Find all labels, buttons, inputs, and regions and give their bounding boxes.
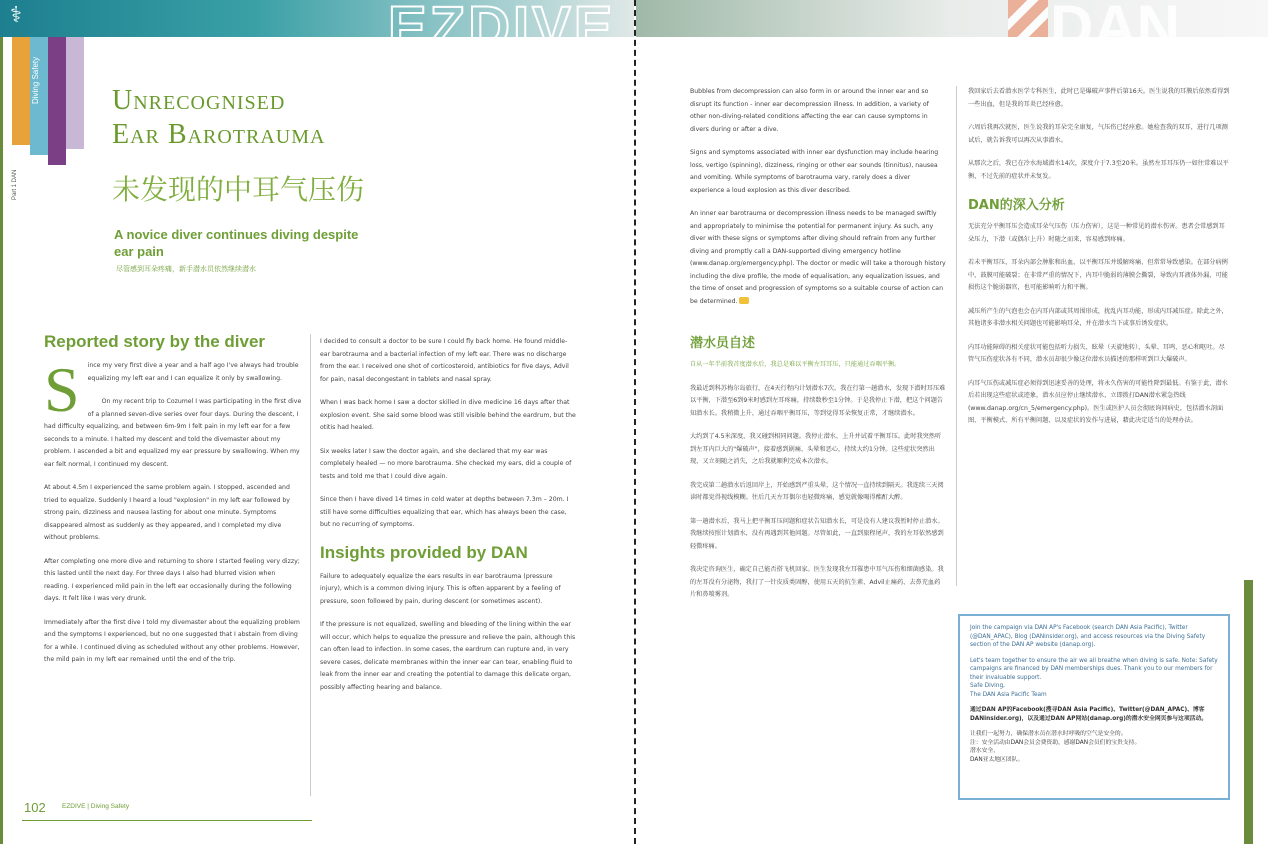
section-heading-insights: Insights provided by DAN [320, 542, 528, 562]
article-subtitle-cn: 尽管感到耳朵疼痛，新手潜水员依然继续潜水 [116, 265, 256, 273]
column-story-en [44, 332, 302, 678]
paragraph: On my recent trip to Cozumel I was participating in the first dive of a planned seven-dive series over four days. During the descent, I had difficulty equalizing, and between 6m-9m I felt pain in my left ear for a few seconds to a minute. I halted my descent and told the divemaster about my problem. I ascended a bit and equalized my ear pressure by swallowing. When my ear felt normal, I continued my descent. [44, 398, 302, 468]
article-subtitle-en: A novice diver continues diving despite ear pain [114, 227, 359, 259]
end-mark-icon [739, 297, 749, 304]
page-number: 102 [24, 800, 46, 815]
ribbon-orange [12, 37, 30, 145]
paragraph: 若未平衡耳压，耳朵内部会肿胀和出血，以平衡耳压并缓解疼痛，但常常导致感染。在部分病例中，鼓膜可能破裂；在非常严重的情况下，内耳中脆弱的薄膜会撕裂，导致内耳液体外漏，可能损伤这个脆弱器官，也可能影响听力和平衡。 [968, 259, 1228, 291]
paragraph: 无法充分平衡耳压会造成耳朵气压伤（压力伤害），这是一种常见的潜水伤害。患者会常感到耳朵压力，下潜（或偶尔上升）时随之而来，容易感到疼痛。 [968, 223, 1225, 243]
diver-flippers-icon: ⚕ [10, 2, 22, 27]
page-edge-bar-right [1244, 580, 1253, 844]
ribbon-purple [48, 37, 66, 165]
paragraph: At about 4.5m I experienced the same problem again. I stopped, ascended and tried to equalize. Suddenly I heard a loud "explosion" in my left ear followed by strong pain, dizziness and nausea lasting for about one minute. Symptoms disappeared almost as suddenly as they appeared, and I completed my dive without problems. [44, 484, 290, 541]
drop-cap: S [44, 354, 80, 425]
title-line-1: Unrecognised [112, 85, 286, 116]
paragraph: After completing one more dive and returning to shore I started feeling very dizzy; this lasted until the next day. For three days I also had blurred vision when reading. I experienced mild pain in the left ear occasionally during the following days. It felt like I was very drunk. [44, 557, 300, 602]
paragraph: 我决定咨询医生，确定自己能否搭飞机回家。医生发现我左耳罹患中耳气压伤和细菌感染。我的左耳没有分泌物，我打了一针皮质类固醇，使用五天的抗生素、Advil止痛药、去鼻充血药片和鼻喷雾剂。 [690, 566, 944, 598]
campaign-text-line: Safe Diving, [970, 683, 1005, 689]
article-title-en [112, 84, 442, 152]
campaign-text-line: Let's team together to ensure the air we all breathe when diving is safe. Note: Safety campaigns are financed by DAN memberships dues. Thank you to our members for their invaluable support. [970, 657, 1218, 681]
column-story-en-2 [320, 336, 576, 705]
section-heading-story: Reported story by the diver [44, 332, 266, 351]
section-part-label: Part 1 DAN [12, 169, 18, 200]
page-edge-bar [0, 37, 3, 844]
paragraph: I decided to consult a doctor to be sure I could fly back home. He found middle-ear barotrauma and a bacterial infection of my left ear. There was no discharge from the ear. I received one shot of corticosteroid, antibiotics for five days, Advil for pain, nasal decongestant in tablets and nasal spray. [320, 338, 569, 383]
paragraph-text: An inner ear barotrauma or decompression illness needs to be managed swiftly and appropriately to minimise the potential for permanent injury. As such, any diver with these signs or symptoms after diving should refrain from any further diving and promptly call a DAN-supported diving emergency hotline (www.danap.org/emergency.php). The doctor or medic will take a thorough history including the dive profile, the mode of equalisation, any equalization issues, and the time of onset and progression of symptoms so a suitable course of action can be determined. [690, 210, 946, 305]
paragraph: 大约到了4.5米深度，我又碰到相同问题。我停止潜水，上升并试着平衡耳压。此时我突然听到左耳内巨大的"爆破声"，接着感到剧痛、头晕和恶心，持续大约1分钟。这些症状突然出现，又立刻随之消失，之后我就顺利完成本次潜水。 [690, 433, 942, 465]
paragraph [44, 354, 302, 425]
paragraph: 六周后我再次就医，医生说我的耳朵完全康复，气压伤已经痊愈。她检查我的双耳，进行几项测试后，就告诉我可以再次从事潜水。 [968, 124, 1228, 144]
magazine-logo: EZDIVE [388, 0, 616, 60]
paragraph: When I was back home I saw a doctor skilled in dive medicine 16 days after that explosion event. She said some blood was still visible behind the eardrum, but the otitis had healed. [320, 399, 576, 431]
column-rule [310, 334, 311, 796]
title-line-2: Ear Barotrauma [112, 119, 326, 150]
campaign-text-line: 注：安全活动由DAN会员会费资助，感谢DAN会员们的宝贵支持。 [970, 739, 1141, 746]
article-title-cn: 未发现的中耳气压伤 [112, 173, 365, 206]
paragraph-text: ince my very first dive a year and a half ago I've always had trouble equalizing my left ear and I can equalize it only by swallowing. [87, 362, 299, 382]
paragraph: 第一趟潜水后，我马上把平衡耳压问题和症状告知潜水长，可是没有人建议我暂时停止潜水。我继续按照计划潜水，没有再遇到其他问题。尽管如此，一直到旅程尾声，我的左耳依然感到轻微疼痛。 [690, 517, 944, 550]
paragraph [690, 208, 946, 308]
paragraph: Since then I have dived 14 times in cold water at depths between 7.3m – 20m. I still have some difficulties equalizing that ear, which has always been the case, but no recurring of symptoms. [320, 496, 569, 528]
campaign-text [970, 657, 1218, 700]
column-insights-cn [968, 86, 1230, 439]
header-banner-right [636, 0, 1268, 60]
paragraph: 减压所产生的气泡也会在内耳内部或其周围形成，扰乱内耳功能，形成内耳减压症。除此之外，其他诸多非潜水相关问题也可能影响耳朵，并在潜水当下或事后诱发症状。 [968, 307, 1228, 327]
paragraph: 内耳气压伤或减压症必须得到迅速妥善的处理，将永久伤害的可能性降到最低。有鉴于此，潜水后若出现这些症状或迹象，潜水员应停止继续潜水，立即拨打DAN潜水紧急热线 (www.danap.org/cn_5/emergency.php)。医生或医护人员会彻底询问病史，包括潜水剖面图、平衡模式、所有平衡问题、以及症状的发作与进展，藉此决定适当的处理办法。 [968, 379, 1228, 424]
campaign-text: Join the campaign via DAN AP's Facebook (search DAN Asia Pacific), Twitter (@DAN_APAC), Blog (DANinsider.org), and access resources via the Diving Safety section of the DAN AP website (danap.org). [970, 625, 1206, 648]
partner-logo: DAN [1050, 0, 1180, 60]
campaign-text-line: The DAN Asia Pacific Team [970, 691, 1047, 698]
paragraph: Bubbles from decompression can also form in or around the inner ear and so disrupt its function - inner ear decompression illness. In addition, a variety of other non-diving-related conditions affecting the ear can cause symptoms in divers during or after a dive. [690, 88, 929, 133]
page-spread-divider [634, 0, 636, 844]
paragraph: 从那次之后，我已在冷水海域潜水14次，深度介于7.3至20米。虽然左耳耳压仍一如往常难以平衡，不过先前的症状并未复发。 [968, 160, 1229, 180]
column-rule [956, 86, 957, 586]
paragraph: Failure to adequately equalize the ears results in ear barotrauma (pressure injury), which is a common diving injury. This is often apparent by a feeling of pressure, soon followed by pain, during descent (or sometimes ascent). [320, 572, 561, 605]
campaign-box [958, 614, 1230, 800]
paragraph: 自从一年半前我首度潜水后，我总是难以平衡左耳耳压，只能通过吞咽平衡。 [690, 361, 901, 368]
section-label: Diving Safety [31, 56, 40, 104]
campaign-text-line: DAN亚太地区团队。 [970, 756, 1024, 763]
campaign-text-cn: 通过DAN AP的Facebook(搜寻DAN Asia Pacific)、Twitter(@DAN_APAC)、博客DANinsider.org)，以及通过DAN AP网站(danap.org)的潜水安全网页参与这项活动。 [970, 707, 1208, 722]
section-heading-cn-story: 潜水员自述 [690, 336, 756, 351]
paragraph: Six weeks later I saw the doctor again, and she declared that my ear was completely healed — no more barotrauma. She checked my ears, did a couple of tests and told me that I could dive again. [320, 447, 572, 480]
campaign-text-line: 潜水安全， [970, 748, 999, 754]
ribbon-lilac [66, 37, 84, 149]
footer-rule [22, 820, 312, 821]
paragraph: 内耳功能障碍的相关症状可能包括听力损失、眩晕（天旋地转）、头晕、耳鸣、恶心和呕吐。尽管气压伤症状各有不同，潜水员却很少像这位潜水员描述的那样听到巨大爆破声。 [968, 343, 1225, 363]
paragraph: 我最近到科苏梅尔岛旅行，在4天行程内计划潜水7次。我在行第一趟潜水，发现下潜时耳压难以平衡，下潜至6到9米时感到左耳疼痛，持续数秒至1分钟。于是我停止下潜，把这个问题告知潜水长。我稍微上升，通过吞咽平衡耳压，等到觉得耳朵恢复正常，才继续潜水。 [690, 384, 946, 417]
paragraph: 我回家后去看潜水医学专科医生，此时已是爆破声事件后第16天。医生说我的耳膜后依然看得到一些出血，但是我的耳炎已经痊愈。 [968, 88, 1230, 108]
paragraph: 我完成第二趟潜水后返回岸上，开始感到严重头晕，这个情况一直持续到隔天。我连续三天阅读时都觉得视线模糊。往后几天左耳偶尔也轻微疼痛，感觉就像喝得酩酊大醉。 [690, 481, 944, 501]
paragraph: Immediately after the first dive I told my divemaster about the equalizing problem and the symptoms I experienced, but no one suggested that I abstain from diving for a while. I continued diving as scheduled without any other problems. However, the mild pain in my left ear remained until the end of the trip. [44, 618, 300, 663]
paragraph: If the pressure is not equalized, swelling and bleeding of the lining within the ear will occur, which helps to equalize the pressure and relieve the pain, although this can often lead to infection. In some cases, the eardrum can rupture and, in very severe cases, delicate membranes within the inner ear can tear, enabling fluid to leak from the inner ear and creating the potential to damage this delicate organ, possibly affecting hearing and balance. [320, 621, 576, 691]
campaign-text-cn [970, 730, 1218, 764]
section-heading-cn-dan: DAN的深入分析 [968, 198, 1065, 213]
paragraph: Signs and symptoms associated with inner ear dysfunction may include hearing loss, vertigo (spinning), dizziness, ringing or other ear sounds (tinnitus), nausea and vomiting. While symptoms of barotrauma vary, rarely does a diver experience a loud explosion as this diver described. [690, 149, 939, 194]
footer-text: EZDIVE | Diving Safety [62, 803, 130, 810]
header-banner-left [0, 0, 634, 60]
campaign-text-line: 让我们一起努力，确保潜水员在潜水时呼吸的空气是安全的。 [970, 731, 1127, 737]
dan-logo-stripes [1008, 0, 1048, 37]
column-insights-en-cn [690, 86, 946, 613]
